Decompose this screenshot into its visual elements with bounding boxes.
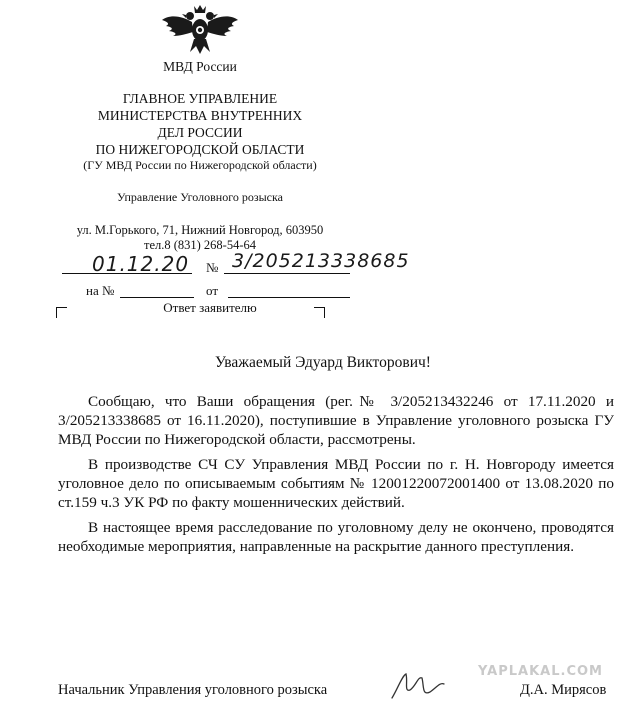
from-label: от [206, 283, 219, 298]
signer-name: Д.А. Мирясов [520, 682, 607, 698]
department-name: Управление Уголовного розыска [117, 190, 283, 204]
paragraph-2: В производстве СЧ СУ Управления МВД России по г. Н. Новгороду имеется уголовное дело по описываемым событиям № 12001220072001400 от 13.08.2020 по ст.159 ч.3 УК РФ по факту мошеннических действий. [58, 456, 614, 511]
paragraph-3: В настоящее время расследование по уголовному делу не окончено, проводятся необходимые мероприятия, направленные на раскрытие данного преступления. [58, 519, 614, 555]
number-underline [224, 273, 350, 274]
address: ул. М.Горького, 71, Нижний Новгород, 603950 [76, 223, 324, 237]
org-line-3: ДЕЛ РОССИИ [157, 125, 243, 140]
ref-underline [120, 297, 194, 298]
handwritten-date: 01.12.20 [92, 252, 190, 276]
letter-body [58, 392, 614, 562]
org-line-5: (ГУ МВД России по Нижегородской области) [83, 158, 317, 172]
greeting: Уважаемый Эдуард Викторович! [215, 354, 431, 371]
org-line-1: ГЛАВНОЕ УПРАВЛЕНИЕ [122, 91, 278, 106]
phone: тел.8 (831) 268-54-64 [143, 238, 257, 252]
corner-bracket-left [56, 307, 67, 318]
date-underline [62, 273, 192, 274]
from-underline [228, 297, 350, 298]
signer-position: Начальник Управления уголовного розыска [58, 682, 328, 698]
handwritten-number: 3/205213338685 [232, 250, 410, 272]
number-symbol: № [206, 260, 219, 275]
handwritten-signature [388, 668, 448, 702]
org-line-2: МИНИСТЕРСТВА ВНУТРЕННИХ [97, 108, 303, 123]
paragraph-1: Сообщаю, что Ваши обращения (рег.№ 3/205213432246 от 17.11.2020 и 3/205213338685 от 16.11.2020), поступившие в Управление уголовного розыска ГУ МВД России по Нижегородской области, рассмотрены. [58, 393, 614, 448]
ref-label: на № [86, 283, 115, 298]
eagle-emblem-icon [160, 4, 240, 58]
watermark: YAPLAKAL.COM [478, 664, 603, 679]
subject-line: Ответ заявителю [163, 300, 257, 315]
corner-bracket-right [314, 307, 325, 318]
ministry-short-name: МВД России [163, 59, 237, 74]
org-line-4: ПО НИЖЕГОРОДСКОЙ ОБЛАСТИ [95, 142, 305, 157]
